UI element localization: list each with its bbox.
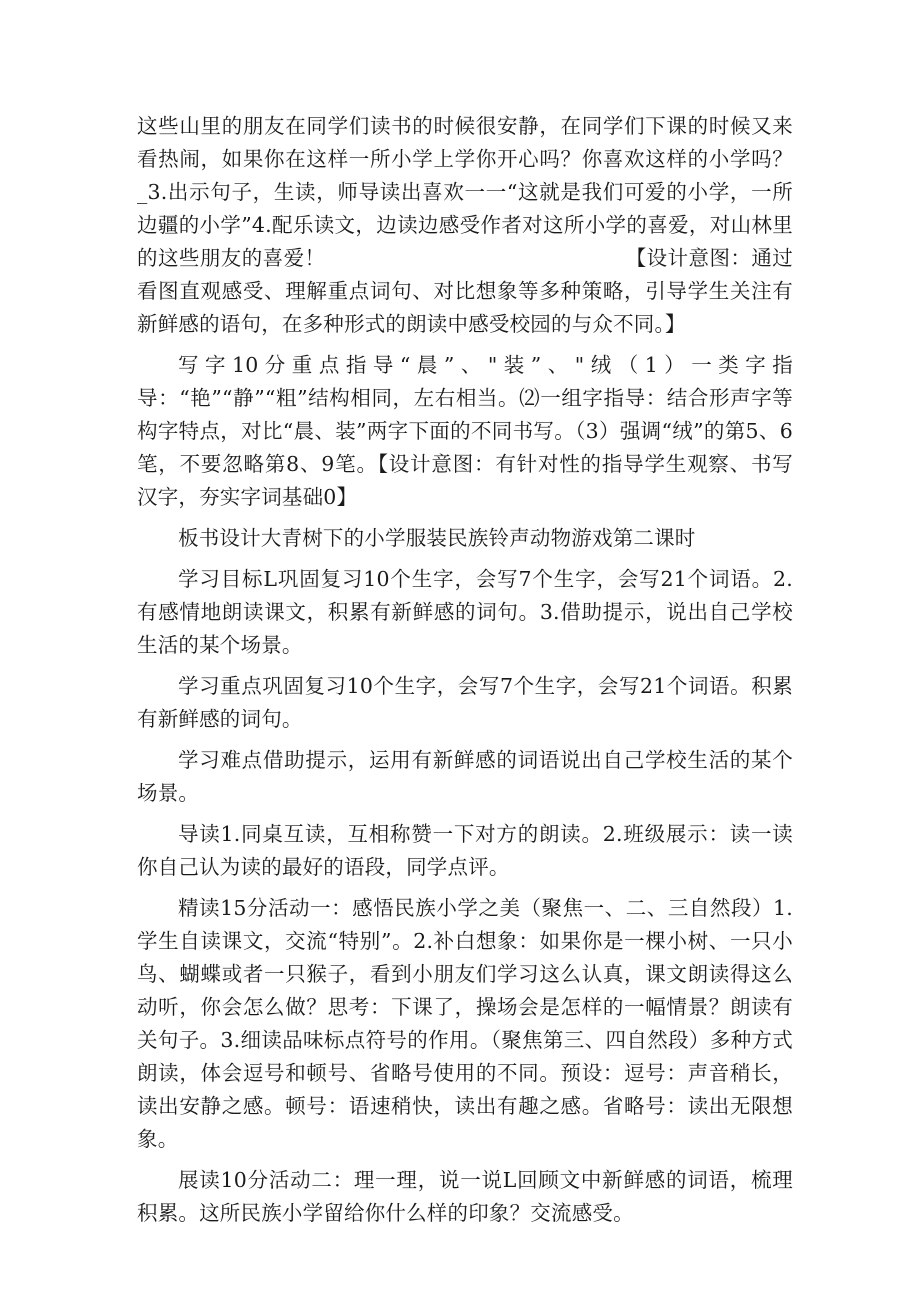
paragraph-writing-guidance: 写字10分重点指导“晨”、"装”、"绒（1）一类字指导：“艳”“静”“粗”结构相同，左右相当。⑵一组字指导：结合形声字等构字特点，对比“晨、装”两字下面的不同书写。（3）强调“绒”的第5、6笔，不要忽略第8、9笔。【设计意图：有针对性的指导学生观察、书写汉字，夯实字词基础0】 <box>137 353 793 509</box>
paragraph-show-reading: 展读10分活动二：理一理，说一说L回顾文中新鲜感的词语，梳理积累。这所民族小学留给你什么样的印象？交流感受。 <box>137 1168 793 1225</box>
paragraph-lesson-reading <box>137 110 793 341</box>
document-page <box>137 110 793 1230</box>
paragraph-board-design: 板书设计大青树下的小学服装民族铃声动物游戏第二课时 <box>178 526 696 550</box>
paragraph-learning-focus: 学习重点巩固复习10个生字，会写7个生字，会写21个词语。积累有新鲜感的词句。 <box>137 674 793 731</box>
paragraph-text: 这些山里的朋友在同学们读书的时候很安静，在同学们下课的时候又来看热闹，如果你在这样一所小学上学你开心吗？你喜欢这样的小学吗？_3.出示句子，生读，师导读出喜欢一一“这就是我们可爱的小学，一所边疆的小学”4.配乐读文，边读边感受作者对这所小学的喜爱，对山林里的这些朋友的喜爱！ <box>137 114 793 270</box>
design-intent-note: 【设计意图：通过看图直观感受、理解重点词句、对比想象等多种策略，引导学生关注有新鲜感的语句，在多种形式的朗读中感受校园的与众不同。】 <box>137 246 793 336</box>
paragraph-learning-difficulty: 学习难点借助提示，运用有新鲜感的词语说出自己学校生活的某个场景。 <box>137 748 793 805</box>
paragraph-guided-reading: 导读1.同桌互读，互相称赞一下对方的朗读。2.班级展示：读一读你自己认为读的最好的语段，同学点评。 <box>137 822 793 879</box>
paragraph-learning-goals: 学习目标L巩固复习10个生字，会写7个生字，会写21个词语。2.有感情地朗读课文，积累有新鲜感的词句。3.借助提示，说出自己学校生活的某个场景。 <box>137 567 793 657</box>
paragraph-close-reading: 精读15分活动一：感悟民族小学之美（聚焦一、二、三自然段）1.学生自读课文，交流“特别”。2.补白想象：如果你是一棵小树、一只小鸟、蝴蝶或者一只猴子，看到小朋友们学习这么认真，课文朗读得这么动听，你会怎么做？思考：下课了，操场会是怎样的一幅情景？朗读有关句子。3.细读品味标点符号的作用。（聚焦第三、四自然段）多种方式朗读，体会逗号和顿号、省略号使用的不同。预设：逗号：声音稍长，读出安静之感。顿号：语速稍快，读出有趣之感。省略号：读出无限想象。 <box>137 896 793 1151</box>
